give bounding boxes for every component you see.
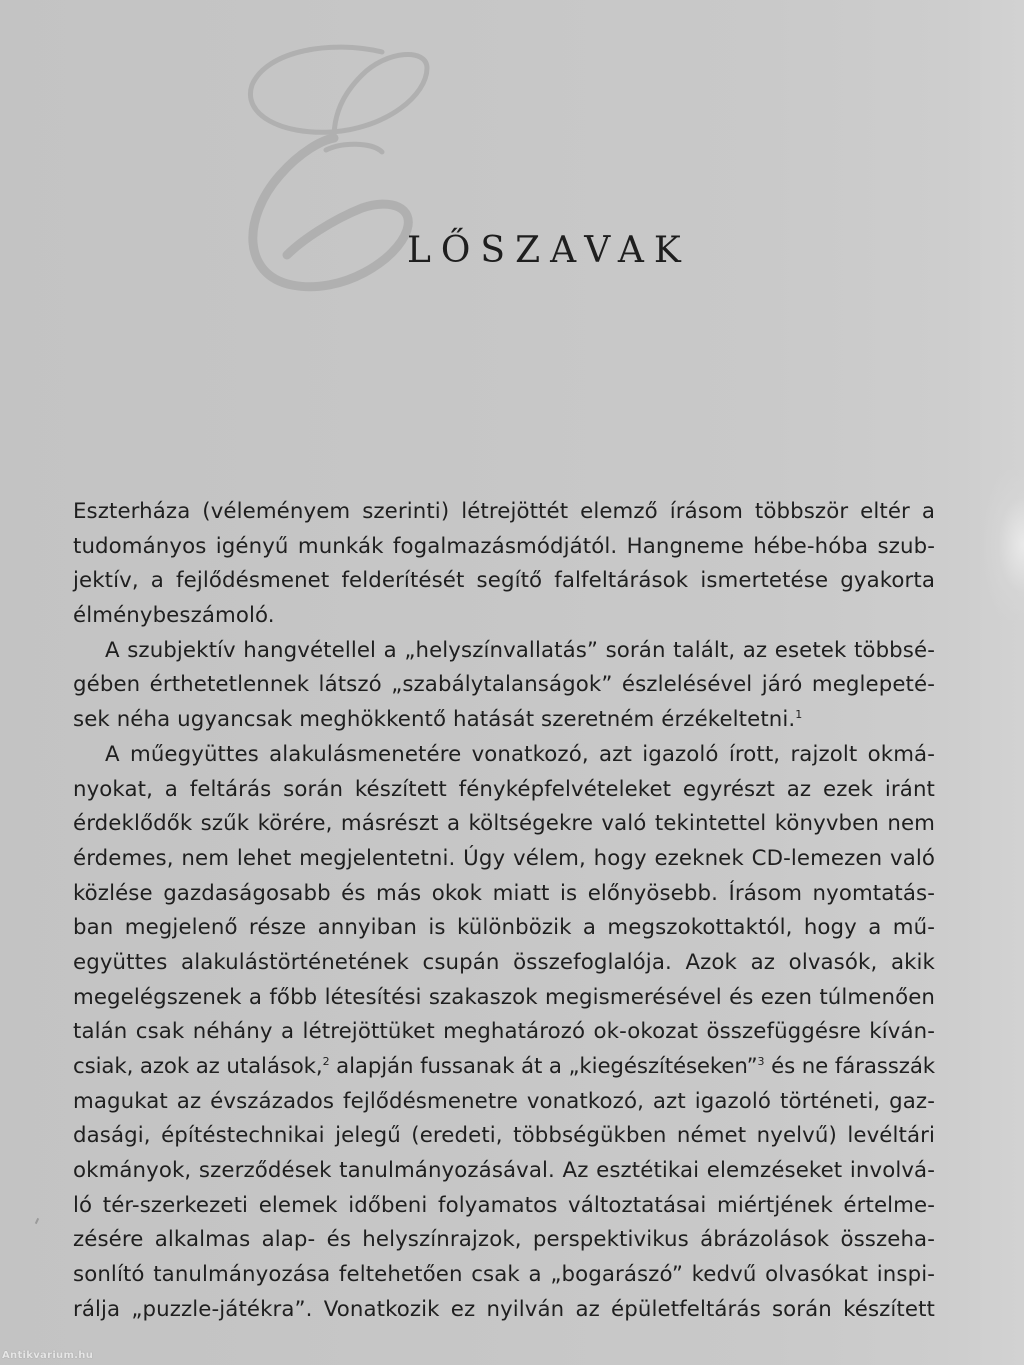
text-line: érdemes, nem lehet megjelentetni. Úgy vélem, hogy ezeknek CD-lemezen való	[73, 845, 935, 871]
text-line: tudományos igényű munkák fogalmazásmódjától. Hangneme hébe-hóba szub-	[73, 533, 935, 559]
text-line: ban megjelenő része annyiban is különbözik a megszokottaktól, hogy a mű-	[73, 915, 935, 941]
text-line: dasági, építéstechnikai jelegű (eredeti, többségükben német nyelvű) levéltári	[73, 1123, 935, 1149]
text-line: közlése gazdaságosabb és más okok miatt is előnyösebb. Írásom nyomtatás-	[73, 880, 935, 906]
paper-speck	[35, 1218, 39, 1224]
text-line: élménybeszámoló.	[73, 603, 275, 629]
text-line: Eszterháza (véleményem szerinti) létrejöttét elemző írásom többször eltér a	[73, 499, 935, 524]
text-line: sonlító tanulmányozása feltehetően csak a „bogarászó” kedvű olvasókat inspi-	[73, 1262, 935, 1288]
text-line: nyokat, a feltárás során készített fényképfelvételeket egyrészt az ezek iránt	[73, 776, 935, 802]
text-line: A műegyüttes alakulásmenetére vonatkozó, azt igazoló írott, rajzolt okmá-	[105, 741, 935, 767]
text-segment: sek néha ugyancsak meghökkentő hatását szeretném érzékeltetni.	[73, 707, 796, 733]
watermark: Antikvarium.hu	[2, 1350, 94, 1361]
footnote-ref-2[interactable]: 2	[322, 1055, 330, 1068]
text-line: magukat az évszázados fejlődésmenetre vonatkozó, azt igazoló történeti, gaz-	[73, 1088, 935, 1114]
text-line: ló tér-szerkezeti elemek időbeni folyamatos változtatásai miértjének értelme-	[73, 1192, 935, 1218]
text-segment: alapján fussanak át a „kiegészítéseken”	[329, 1054, 758, 1079]
chapter-heading: LŐSZAVAK	[407, 230, 691, 271]
text-line: jektív, a fejlődésmenet felderítését segítő falfeltárások ismertetése gyakorta	[73, 568, 935, 594]
text-line: megelégszenek a főbb létesítési szakaszok megismerésével és ezen túlmenően	[73, 984, 935, 1010]
text-line: talán csak néhány a létrejöttüket meghatározó ok-okozat összefüggésre kíván-	[73, 1019, 935, 1045]
page-edge-shadow	[984, 470, 1024, 620]
text-line	[73, 1050, 935, 1085]
paragraph-1	[73, 495, 935, 634]
text-line: együttes alakulástörténetének csupán összefoglalója. Azok az olvasók, akik	[73, 949, 935, 975]
paragraph-3	[73, 738, 935, 1328]
footnote-ref-1[interactable]: 1	[795, 708, 803, 722]
text-segment: csiak, azok az utalások,	[73, 1054, 323, 1079]
text-line	[73, 703, 935, 738]
body-text	[73, 495, 935, 1328]
text-line: A szubjektív hangvétellel a „helyszínvallatás” során talált, az esetek többsé-	[105, 637, 935, 663]
text-line: rálja „puzzle-játékra”. Vonatkozik ez nyilván az épületfeltárás során készített	[73, 1296, 935, 1322]
footnote-ref-3[interactable]: 3	[757, 1055, 765, 1068]
text-segment: és ne fárasszák	[764, 1054, 935, 1079]
text-line: gében érthetetlennek látszó „szabálytalanságok” észlelésével járó meglepeté-	[73, 672, 935, 698]
text-line: érdeklődők szűk körére, másrészt a költségekre való tekintettel könyvben nem	[73, 811, 935, 837]
text-line: okmányok, szerződések tanulmányozásával. Az esztétikai elemzéseket involvá-	[73, 1158, 935, 1184]
paragraph-2	[73, 634, 935, 738]
text-line: zésére alkalmas alap- és helyszínrajzok, perspektivikus ábrázolások összeha-	[73, 1227, 935, 1253]
